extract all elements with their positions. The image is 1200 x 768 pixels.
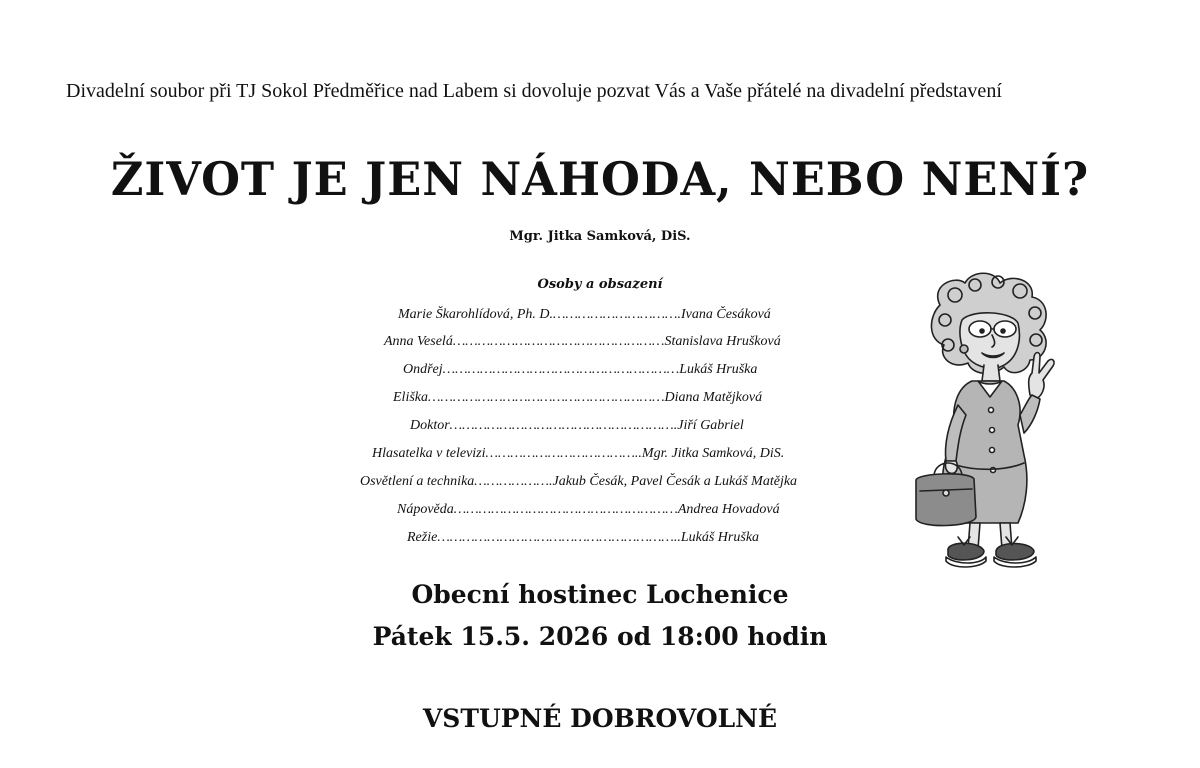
cast-row <box>407 530 759 546</box>
cast-row <box>398 307 771 323</box>
event-date-time: Pátek 15.5. 2026 od 18:00 hodin <box>372 622 828 651</box>
cast-role: Eliška <box>393 390 428 405</box>
cast-leader-dots: ………………………………………………… <box>442 362 680 377</box>
cast-row <box>410 418 744 434</box>
cast-leader-dots: ……………………………………………… <box>453 502 678 517</box>
cast-leader-dots: ………………. <box>474 474 553 489</box>
cast-actor: Mgr. Jitka Samková, DiS. <box>641 446 785 461</box>
cast-actor: Diana Matějková <box>664 390 763 405</box>
cast-leader-dots: …………………………. <box>553 307 681 322</box>
cast-actor: Ivana Česáková <box>681 307 771 322</box>
cast-actor: Lukáš Hruška <box>679 362 758 377</box>
cast-row <box>397 502 780 518</box>
cast-row <box>393 390 762 406</box>
cast-leader-dots: ………………………………………………. <box>449 418 678 433</box>
cast-row <box>403 362 757 378</box>
cast-row <box>372 446 784 462</box>
cast-role: Ondřej <box>403 362 443 377</box>
cast-actor: Lukáš Hruška <box>680 530 760 545</box>
cast-role: Anna Veselá <box>384 334 453 349</box>
cast-row <box>384 334 781 350</box>
play-title: ŽIVOT JE JEN NÁHODA, NEBO NENÍ? <box>110 152 1090 206</box>
cast-role: Osvětlení a technika <box>360 474 475 489</box>
cast-leader-dots: ………………………………………………….. <box>437 530 681 545</box>
author-name: Mgr. Jitka Samková, DiS. <box>509 229 691 244</box>
cast-actor: Andrea Hovadová <box>677 502 780 517</box>
venue-name: Obecní hostinec Lochenice <box>411 580 789 609</box>
invitation-text: Divadelní soubor při TJ Sokol Předměřice nad Labem si dovoluje pozvat Vás a Vaše přátelé na divadelní představení <box>66 80 1002 102</box>
cast-leader-dots: ……………………………….. <box>485 446 642 461</box>
cartoon-old-lady-with-handbag-icon <box>900 265 1070 585</box>
cast-role: Režie <box>407 530 438 545</box>
cast-role: Nápověda <box>397 502 454 517</box>
cast-actor: Jakub Česák, Pavel Česák a Lukáš Matějka <box>552 474 798 489</box>
cast-role: Doktor <box>410 418 450 433</box>
cast-row <box>360 474 797 490</box>
cast-role: Hlasatelka v televizi <box>372 446 486 461</box>
cast-role: Marie Škarohlídová, Ph. D. <box>398 307 554 322</box>
cast-actor: Stanislava Hrušková <box>664 334 781 349</box>
admission-note: VSTUPNÉ DOBROVOLNÉ <box>422 704 778 733</box>
cast-leader-dots: …………………………………………… <box>452 334 665 349</box>
cast-leader-dots: ………………………………………………… <box>428 390 665 405</box>
cast-actor: Jiří Gabriel <box>677 418 744 433</box>
cast-heading: Osoby a obsazení <box>537 277 663 292</box>
